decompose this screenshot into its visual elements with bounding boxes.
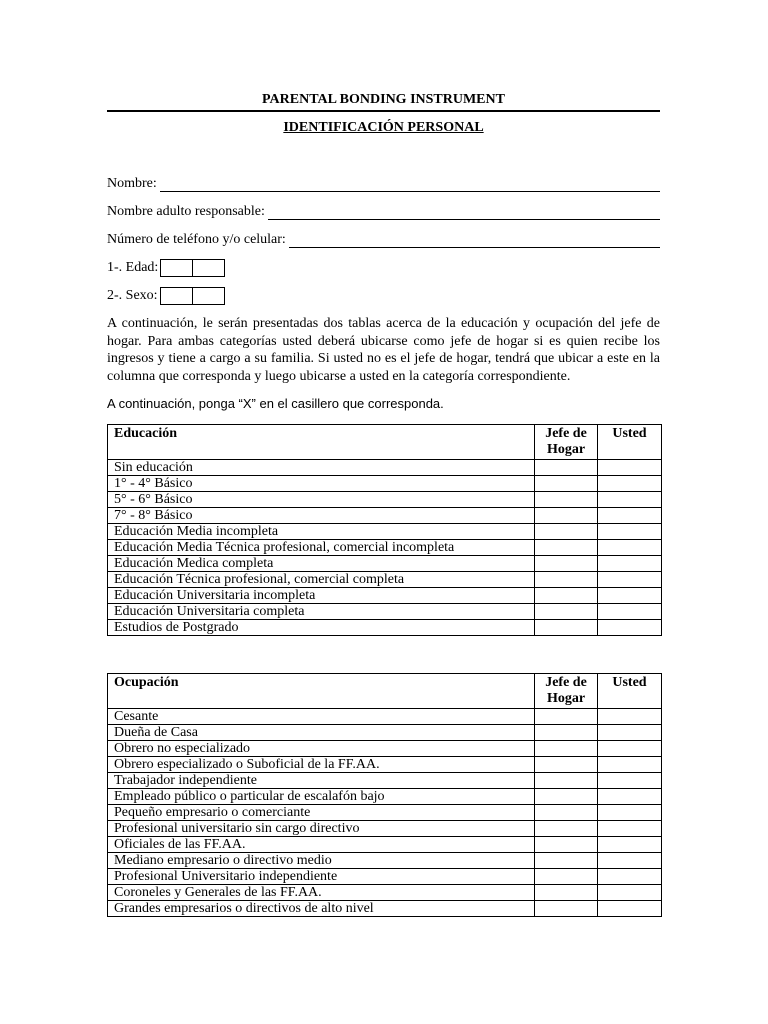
education-usted-checkbox-cell[interactable] bbox=[598, 588, 662, 604]
nombre-input-line[interactable] bbox=[160, 179, 660, 192]
education-row bbox=[108, 540, 662, 556]
occupation-row bbox=[108, 837, 662, 853]
education-jefe-checkbox-cell[interactable] bbox=[535, 620, 598, 636]
education-usted-checkbox-cell[interactable] bbox=[598, 556, 662, 572]
adulto-responsable-label: Nombre adulto responsable: bbox=[107, 204, 265, 219]
education-jefe-checkbox-cell[interactable] bbox=[535, 588, 598, 604]
occupation-usted-checkbox-cell[interactable] bbox=[598, 837, 662, 853]
education-row-label: 5° - 6° Básico bbox=[108, 492, 535, 508]
adulto-responsable-input-line[interactable] bbox=[268, 207, 660, 220]
edad-boxes bbox=[160, 259, 225, 277]
education-usted-header: Usted bbox=[598, 425, 662, 460]
education-row-label: Educación Técnica profesional, comercial completa bbox=[108, 572, 535, 588]
occupation-usted-checkbox-cell[interactable] bbox=[598, 901, 662, 917]
instruction-text: A continuación, ponga “X” en el casillero que corresponda. bbox=[107, 396, 444, 411]
occupation-row bbox=[108, 741, 662, 757]
education-header-row bbox=[108, 425, 662, 460]
education-jefe-header: Jefe de Hogar bbox=[535, 425, 598, 460]
education-jefe-checkbox-cell[interactable] bbox=[535, 524, 598, 540]
occupation-usted-checkbox-cell[interactable] bbox=[598, 757, 662, 773]
occupation-row bbox=[108, 853, 662, 869]
occupation-row-label: Obrero no especializado bbox=[108, 741, 535, 757]
education-row-label: Educación Media incompleta bbox=[108, 524, 535, 540]
education-jefe-checkbox-cell[interactable] bbox=[535, 508, 598, 524]
occupation-row-label: Obrero especializado o Suboficial de la FF.AA. bbox=[108, 757, 535, 773]
education-usted-checkbox-cell[interactable] bbox=[598, 540, 662, 556]
education-usted-checkbox-cell[interactable] bbox=[598, 476, 662, 492]
occupation-usted-checkbox-cell[interactable] bbox=[598, 773, 662, 789]
occupation-row bbox=[108, 773, 662, 789]
occupation-usted-checkbox-cell[interactable] bbox=[598, 885, 662, 901]
education-jefe-checkbox-cell[interactable] bbox=[535, 460, 598, 476]
occupation-row-label: Empleado público o particular de escalafón bajo bbox=[108, 789, 535, 805]
occupation-usted-checkbox-cell[interactable] bbox=[598, 725, 662, 741]
occupation-usted-checkbox-cell[interactable] bbox=[598, 789, 662, 805]
occupation-jefe-checkbox-cell[interactable] bbox=[535, 709, 598, 725]
occupation-usted-checkbox-cell[interactable] bbox=[598, 869, 662, 885]
sexo-box-2[interactable] bbox=[193, 287, 225, 305]
sexo-field bbox=[107, 287, 225, 305]
occupation-jefe-checkbox-cell[interactable] bbox=[535, 901, 598, 917]
occupation-usted-header: Usted bbox=[598, 674, 662, 709]
education-row-label: 1° - 4° Básico bbox=[108, 476, 535, 492]
edad-box-1[interactable] bbox=[160, 259, 193, 277]
occupation-header: Ocupación bbox=[108, 674, 535, 709]
education-row bbox=[108, 588, 662, 604]
telefono-input-line[interactable] bbox=[289, 235, 660, 248]
sexo-boxes bbox=[160, 287, 225, 305]
occupation-usted-checkbox-cell[interactable] bbox=[598, 709, 662, 725]
occupation-row-label: Cesante bbox=[108, 709, 535, 725]
occupation-row-label: Trabajador independiente bbox=[108, 773, 535, 789]
education-row bbox=[108, 508, 662, 524]
education-row-label: Sin educación bbox=[108, 460, 535, 476]
education-row bbox=[108, 556, 662, 572]
occupation-usted-checkbox-cell[interactable] bbox=[598, 853, 662, 869]
nombre-field[interactable] bbox=[107, 176, 660, 192]
education-usted-checkbox-cell[interactable] bbox=[598, 620, 662, 636]
occupation-row bbox=[108, 757, 662, 773]
occupation-jefe-checkbox-cell[interactable] bbox=[535, 805, 598, 821]
occupation-table bbox=[107, 673, 662, 917]
occupation-row-label: Oficiales de las FF.AA. bbox=[108, 837, 535, 853]
occupation-row-label: Pequeño empresario o comerciante bbox=[108, 805, 535, 821]
education-table bbox=[107, 424, 662, 636]
education-row bbox=[108, 492, 662, 508]
occupation-row bbox=[108, 709, 662, 725]
section-subtitle bbox=[107, 120, 660, 136]
education-usted-checkbox-cell[interactable] bbox=[598, 524, 662, 540]
occupation-row bbox=[108, 789, 662, 805]
document-title: PARENTAL BONDING INSTRUMENT bbox=[262, 92, 505, 107]
occupation-row bbox=[108, 821, 662, 837]
education-row bbox=[108, 460, 662, 476]
education-row-label: Educación Medica completa bbox=[108, 556, 535, 572]
occupation-jefe-checkbox-cell[interactable] bbox=[535, 869, 598, 885]
education-row-label: Educación Universitaria incompleta bbox=[108, 588, 535, 604]
education-row bbox=[108, 620, 662, 636]
occupation-jefe-header: Jefe de Hogar bbox=[535, 674, 598, 709]
education-row bbox=[108, 476, 662, 492]
education-usted-checkbox-cell[interactable] bbox=[598, 604, 662, 620]
education-usted-checkbox-cell[interactable] bbox=[598, 492, 662, 508]
occupation-row-label: Dueña de Casa bbox=[108, 725, 535, 741]
edad-label: 1-. Edad: bbox=[107, 260, 159, 275]
education-jefe-checkbox-cell[interactable] bbox=[535, 540, 598, 556]
title-divider bbox=[107, 110, 660, 112]
edad-field bbox=[107, 259, 225, 277]
education-row-label: 7° - 8° Básico bbox=[108, 508, 535, 524]
nombre-label: Nombre: bbox=[107, 176, 157, 191]
occupation-jefe-checkbox-cell[interactable] bbox=[535, 725, 598, 741]
education-row bbox=[108, 604, 662, 620]
occupation-jefe-checkbox-cell[interactable] bbox=[535, 821, 598, 837]
occupation-jefe-checkbox-cell[interactable] bbox=[535, 773, 598, 789]
occupation-usted-checkbox-cell[interactable] bbox=[598, 805, 662, 821]
occupation-jefe-checkbox-cell[interactable] bbox=[535, 741, 598, 757]
occupation-row-label: Grandes empresarios o directivos de alto nivel bbox=[108, 901, 535, 917]
occupation-row-label: Coroneles y Generales de las FF.AA. bbox=[108, 885, 535, 901]
education-row bbox=[108, 572, 662, 588]
telefono-label: Número de teléfono y/o celular: bbox=[107, 232, 286, 247]
education-row-label: Educación Media Técnica profesional, comercial incompleta bbox=[108, 540, 535, 556]
occupation-row bbox=[108, 725, 662, 741]
occupation-row bbox=[108, 901, 662, 917]
occupation-row bbox=[108, 869, 662, 885]
section-subtitle-text: IDENTIFICACIÓN PERSONAL bbox=[283, 120, 484, 135]
education-jefe-checkbox-cell[interactable] bbox=[535, 572, 598, 588]
education-jefe-checkbox-cell[interactable] bbox=[535, 604, 598, 620]
education-row-label: Estudios de Postgrado bbox=[108, 620, 535, 636]
sexo-box-1[interactable] bbox=[160, 287, 193, 305]
occupation-jefe-checkbox-cell[interactable] bbox=[535, 885, 598, 901]
occupation-row-label: Mediano empresario o directivo medio bbox=[108, 853, 535, 869]
occupation-jefe-checkbox-cell[interactable] bbox=[535, 789, 598, 805]
occupation-row bbox=[108, 805, 662, 821]
occupation-jefe-checkbox-cell[interactable] bbox=[535, 757, 598, 773]
occupation-usted-checkbox-cell[interactable] bbox=[598, 741, 662, 757]
occupation-header-row bbox=[108, 674, 662, 709]
occupation-row-label: Profesional Universitario independiente bbox=[108, 869, 535, 885]
occupation-jefe-checkbox-cell[interactable] bbox=[535, 853, 598, 869]
sexo-label: 2-. Sexo: bbox=[107, 288, 158, 303]
education-usted-checkbox-cell[interactable] bbox=[598, 508, 662, 524]
edad-box-2[interactable] bbox=[193, 259, 225, 277]
education-jefe-checkbox-cell[interactable] bbox=[535, 556, 598, 572]
education-usted-checkbox-cell[interactable] bbox=[598, 572, 662, 588]
adulto-responsable-field[interactable] bbox=[107, 204, 660, 220]
education-header: Educación bbox=[108, 425, 535, 460]
occupation-usted-checkbox-cell[interactable] bbox=[598, 821, 662, 837]
occupation-row-label: Profesional universitario sin cargo directivo bbox=[108, 821, 535, 837]
education-jefe-checkbox-cell[interactable] bbox=[535, 476, 598, 492]
education-row bbox=[108, 524, 662, 540]
occupation-jefe-checkbox-cell[interactable] bbox=[535, 837, 598, 853]
telefono-field[interactable] bbox=[107, 232, 660, 248]
intro-paragraph: A continuación, le serán presentadas dos tablas acerca de la educación y ocupación del jefe de hogar. Para ambas categorías usted deberá ubicarse como jefe de hogar si es quien recibe los ingresos y tiene a cargo a su familia. Si usted no es el jefe de hogar, tendrá que ubicar a este en la columna que corresponda y luego ubicarse a usted en la categoría correspondiente. bbox=[107, 316, 660, 384]
education-row-label: Educación Universitaria completa bbox=[108, 604, 535, 620]
education-jefe-checkbox-cell[interactable] bbox=[535, 492, 598, 508]
education-usted-checkbox-cell[interactable] bbox=[598, 460, 662, 476]
occupation-row bbox=[108, 885, 662, 901]
